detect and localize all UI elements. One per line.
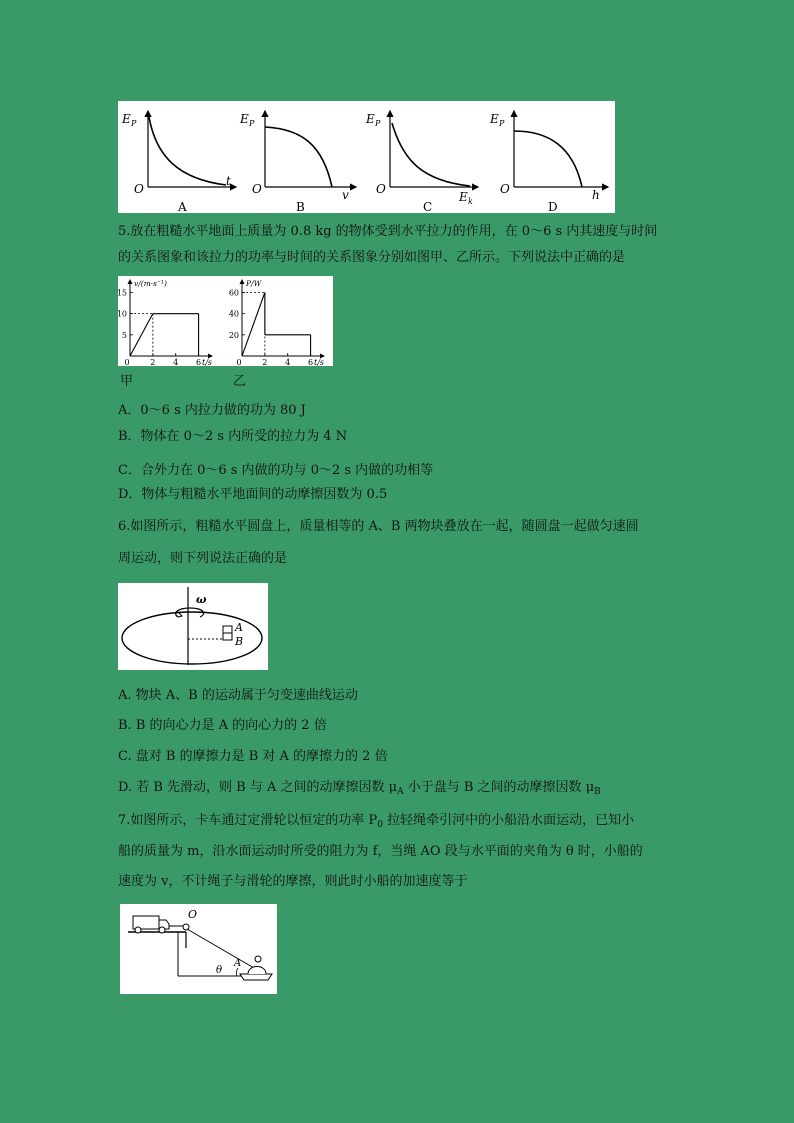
q7-truck-boat-figure — [120, 904, 277, 994]
y-axis-label: v/(m·s⁻¹) — [134, 279, 167, 288]
label-o: O — [188, 908, 198, 921]
q7-line1-sub: 0 — [377, 820, 384, 830]
label-b: B — [235, 635, 244, 648]
block-a — [223, 626, 232, 633]
truck — [133, 916, 169, 933]
ep-a-ysub: P — [131, 119, 137, 128]
y-tick-label: 20 — [228, 330, 239, 340]
ep-c-ysub: P — [375, 119, 381, 128]
ep-b-xlabel: v — [342, 188, 349, 202]
q5-stem-line1: 5.放在粗糙水平地面上质量为 0.8 kg 的物体受到水平拉力的作用，在 0～6 s 内其速度与时间 — [118, 224, 658, 239]
q6-stem-line1: 6.如图所示，粗糙水平圆盘上，质量相等的 A、B 两物块叠放在一起，随圆盘一起做匀速圆 — [118, 519, 639, 534]
block-b — [223, 633, 232, 640]
q5-option-d: D．物体与粗糙水平地面间的动摩擦因数为 0.5 — [118, 487, 388, 502]
x-tick-label: 0 — [236, 358, 242, 367]
q6-disk-figure — [118, 583, 268, 670]
q5-label-yi: 乙 — [233, 374, 247, 389]
x-tick-label: 4 — [285, 358, 291, 367]
ep-graph-a — [121, 111, 236, 214]
ep-c-letter: C — [423, 200, 433, 214]
ep-d-letter: D — [548, 200, 558, 214]
y-tick-label: 60 — [228, 288, 239, 298]
ep-d-xlabel: h — [592, 188, 600, 202]
q7-line1-pre: 7.如图所示，卡车通过定滑轮以恒定的功率 P — [118, 813, 378, 828]
ep-b-origin: O — [252, 182, 262, 196]
x-tick-label: 6 — [196, 358, 202, 367]
q5-stem-line2: 的关系图象和该拉力的功率与时间的关系图象分别如图甲、乙所示。下列说法中正确的是 — [118, 250, 626, 265]
q6-option-c: C. 盘对 B 的摩擦力是 B 对 A 的摩擦力的 2 倍 — [118, 749, 388, 764]
ep-c-xlabel: E — [459, 190, 468, 204]
x-tick-label: 0 — [124, 358, 130, 367]
q6-option-d — [118, 779, 601, 801]
ep-graph-c — [365, 111, 478, 214]
q5-option-a: A．0～6 s 内拉力做的功为 80 J — [118, 403, 306, 418]
label-a: A — [235, 621, 243, 634]
x-axis-label: t/s — [314, 358, 325, 367]
q7-stem-line3: 速度为 v，不计绳子与滑轮的摩擦，则此时小船的加速度等于 — [118, 874, 468, 889]
omega-label: ω — [196, 593, 207, 606]
chart-velocity-time — [117, 279, 212, 367]
q5-option-b: B．物体在 0～2 s 内所受的拉力为 4 N — [118, 429, 348, 444]
ep-a-xlabel: t — [226, 174, 231, 188]
rope-ao — [187, 929, 254, 968]
series-segment — [130, 314, 153, 356]
ep-graph-d — [489, 111, 608, 214]
boat — [240, 956, 272, 980]
q7-stem-line1 — [118, 812, 634, 834]
label-theta: θ — [216, 965, 223, 976]
q6-option-d-sub2: B — [594, 787, 601, 797]
q5-graphs-svg — [118, 276, 333, 366]
ep-d-origin: O — [500, 182, 510, 196]
label-a-point: A — [234, 958, 242, 969]
ep-a-ylabel: E — [122, 112, 131, 126]
q6-option-a: A. 物块 A、B 的运动属于匀变速曲线运动 — [118, 688, 358, 703]
y-tick-label: 15 — [116, 288, 127, 298]
ep-a-origin: O — [134, 182, 144, 196]
ep-c-origin: O — [376, 182, 386, 196]
ep-d-ysub: P — [499, 119, 505, 128]
ep-d-ylabel: E — [490, 112, 499, 126]
x-tick-label: 6 — [308, 358, 314, 367]
ep-a-letter: A — [178, 200, 187, 214]
y-axis-label: P/W — [246, 279, 262, 288]
q5-option-c: C．合外力在 0～6 s 内做的功与 0～2 s 内做的功相等 — [118, 463, 434, 478]
y-tick-label: 40 — [228, 309, 239, 319]
q6-option-d-sub1: A — [397, 787, 404, 797]
ep-c-xsub: k — [468, 197, 473, 206]
x-tick-label: 2 — [262, 358, 268, 367]
q5-graphs-figure — [118, 276, 333, 366]
y-tick-label: 5 — [121, 330, 127, 340]
ep-c-ylabel: E — [366, 112, 375, 126]
series-segment — [242, 292, 265, 356]
ep-b-ysub: P — [249, 119, 255, 128]
ep-b-ylabel: E — [240, 112, 249, 126]
ep-graphs-figure — [118, 101, 615, 213]
q6-stem-line2: 周运动，则下列说法正确的是 — [118, 551, 288, 566]
q5-label-jia: 甲 — [120, 374, 134, 389]
chart-power-time — [229, 279, 324, 367]
q6-option-b: B. B 的向心力是 A 的向心力的 2 倍 — [118, 718, 327, 733]
q7-stem-line2: 船的质量为 m，沿水面运动时所受的阻力为 f，当绳 AO 段与水平面的夹角为 θ 时，小船的 — [118, 844, 643, 859]
ep-b-letter: B — [296, 200, 305, 214]
q7-line1-post: 拉轻绳牵引河中的小船沿水面运动，已知小 — [383, 813, 635, 828]
q6-option-d-mid: 小于盘与 B 之间的动摩擦因数 μ — [403, 780, 595, 795]
q6-option-d-pre: D. 若 B 先滑动，则 B 与 A 之间的动摩擦因数 μ — [118, 780, 398, 795]
x-tick-label: 4 — [173, 358, 179, 367]
x-tick-label: 2 — [150, 358, 156, 367]
x-axis-label: t/s — [202, 358, 213, 367]
ep-graph-b — [239, 111, 356, 214]
y-tick-label: 10 — [116, 309, 127, 319]
